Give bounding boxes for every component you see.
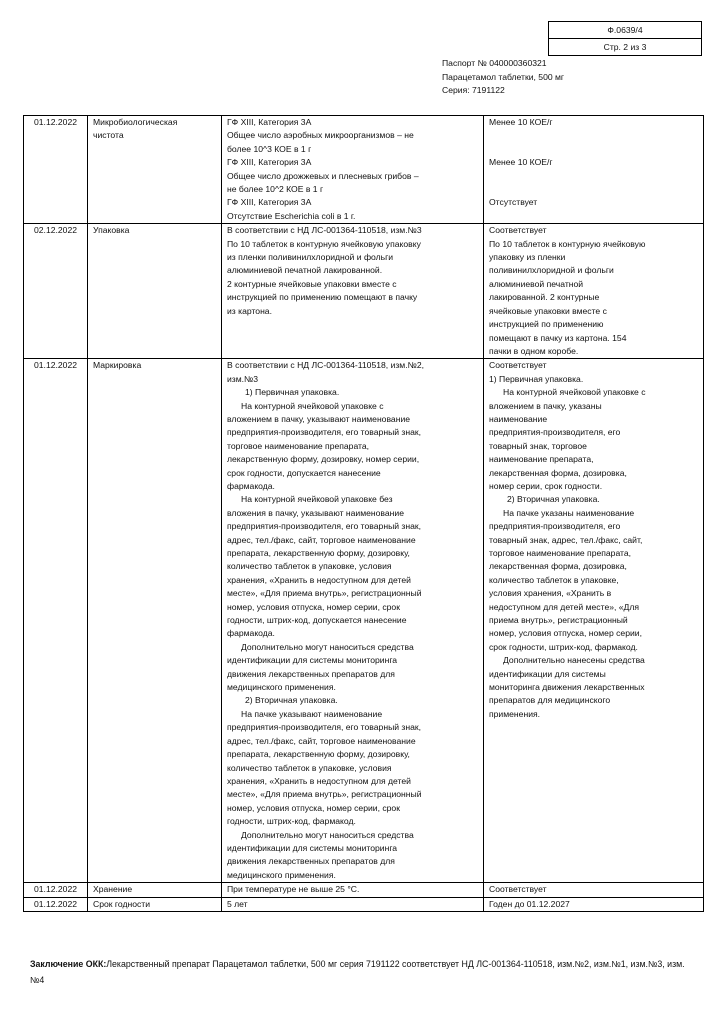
requirement-line: Общее число дрожжевых и плесневых грибов –	[227, 170, 419, 181]
requirement-line: срок годности, допускается нанесение	[227, 467, 381, 478]
test-name-line: Маркировка	[93, 360, 142, 371]
requirement-line: Отсутствие Escherichia coli в 1 г.	[227, 210, 356, 221]
requirement-line: идентификации для системы мониторинга	[227, 842, 398, 853]
table-row	[24, 897, 704, 911]
requirement-line: Дополнительно могут наноситься средства	[241, 829, 414, 840]
requirement-line: годности, штрих-код, допускается нанесение	[227, 615, 407, 626]
result-line: 1) Первичная упаковка.	[489, 373, 584, 384]
requirement-line: В соответствии с НД ЛС-001364-110518, изм.№3	[227, 225, 422, 236]
test-results-table	[23, 115, 704, 912]
conclusion-label: Заключение ОКК:	[30, 959, 107, 969]
series-number: Серия: 7191122	[442, 85, 505, 95]
requirement-line: движения лекарственных препаратов для	[227, 668, 395, 679]
requirement-line: количество таблеток в упаковке, условия	[227, 561, 392, 572]
result-line	[489, 183, 700, 196]
requirement-line: номер, условия отпуска, номер серии, срок	[227, 601, 400, 612]
result-line	[489, 210, 700, 223]
requirement-line: хранения, «Хранить в недоступном для детей	[227, 775, 411, 786]
result-line: алюминиевой печатной	[489, 278, 584, 289]
result-line: срок годности, штрих-код, фармакод.	[489, 641, 638, 652]
test-date-cell	[24, 116, 88, 224]
test-name-line: Упаковка	[93, 225, 130, 236]
requirement-line: На пачке указывают наименование	[241, 708, 383, 719]
result-line: Дополнительно нанесены средства	[503, 655, 645, 666]
result-line: Соответствует	[489, 884, 547, 895]
requirement-line: адрес, тел./факс, сайт, торговое наименование	[227, 534, 416, 545]
result-line: номер, условия отпуска, номер серии,	[489, 628, 642, 639]
requirement-cell	[222, 116, 484, 224]
test-date-line: 01.12.2022	[34, 898, 78, 909]
test-name-line: Хранение	[93, 884, 133, 895]
requirement-cell	[222, 883, 484, 897]
result-line: На контурной ячейковой упаковке с	[503, 387, 646, 398]
result-line: инструкцией по применению	[489, 319, 604, 330]
requirement-line: торговое наименование препарата,	[227, 440, 370, 451]
result-line: лекарственная форма, дозировка,	[489, 561, 627, 572]
test-date-line: 01.12.2022	[34, 360, 78, 371]
result-line: наименование	[489, 413, 548, 424]
requirement-line: На контурной ячейковой упаковке без	[241, 494, 393, 505]
product-name: Парацетамол таблетки, 500 мг	[442, 71, 565, 82]
requirement-line: номер, условия отпуска, номер серии, срок	[227, 802, 400, 813]
requirement-line: препарата, лекарственную форму, дозировку,	[227, 749, 410, 760]
result-line: товарный знак, адрес, тел./факс, сайт,	[489, 534, 643, 545]
requirement-line: вложением в пачку, указывают наименование	[227, 413, 411, 424]
test-date-cell	[24, 359, 88, 883]
requirement-line: Дополнительно могут наноситься средства	[241, 641, 414, 652]
result-line: ячейковые упаковки вместе с	[489, 305, 607, 316]
requirement-line: В соответствии с НД ЛС-001364-110518, изм.№2,	[227, 360, 424, 371]
result-line: На пачке указаны наименование	[503, 507, 635, 518]
result-line	[489, 170, 700, 183]
result-line: товарный знак, торговое	[489, 440, 587, 451]
test-date-cell	[24, 224, 88, 359]
requirement-line: ГФ XIII, Категория 3А	[227, 157, 312, 168]
result-line: недоступном для детей месте», «Для	[489, 601, 640, 612]
result-line: применения.	[489, 708, 541, 719]
requirement-line: лекарственную форму, дозировку, номер серии,	[227, 454, 420, 465]
requirement-line: алюминиевой печатной лакированной.	[227, 265, 383, 276]
result-line: пачки в одном коробе.	[489, 345, 579, 356]
result-line: предприятия-производителя, его	[489, 521, 621, 532]
requirement-line: ГФ XIII, Категория 3А	[227, 197, 312, 208]
requirement-line: идентификации для системы мониторинга	[227, 655, 398, 666]
requirement-cell	[222, 897, 484, 911]
requirement-line: предприятия-производителя, его товарный знак,	[227, 722, 422, 733]
test-name-line: Микробиологическая	[93, 117, 178, 127]
requirement-line: По 10 таблеток в контурную ячейковую упаковку	[227, 238, 421, 249]
conclusion	[30, 956, 690, 988]
result-cell	[484, 359, 704, 883]
table-row	[24, 224, 704, 359]
result-line: количество таблеток в упаковке,	[489, 574, 619, 585]
requirement-cell	[222, 224, 484, 359]
requirement-line: 5 лет	[227, 898, 248, 909]
requirement-line: ГФ XIII, Категория 3А	[227, 117, 312, 127]
requirement-line: движения лекарственных препаратов для	[227, 856, 395, 867]
result-line: упаковку из пленки	[489, 252, 566, 263]
result-cell	[484, 897, 704, 911]
result-line: Менее 10 КОЕ/г	[489, 117, 553, 127]
form-code: Ф.0639/4	[607, 25, 643, 35]
requirement-line: При температуре не выше 25 °С.	[227, 884, 360, 895]
result-cell	[484, 224, 704, 359]
requirement-line: из картона.	[227, 305, 272, 316]
test-date-cell	[24, 883, 88, 897]
test-date-cell	[24, 897, 88, 911]
result-line: условия хранения, «Хранить в	[489, 588, 612, 599]
requirement-line: количество таблеток в упаковке, условия	[227, 762, 392, 773]
result-line: Годен до 01.12.2027	[489, 898, 570, 909]
passport-header	[442, 57, 564, 98]
result-cell	[484, 883, 704, 897]
table-row	[24, 883, 704, 897]
conclusion-text: Лекарственный препарат Парацетамол таблетки, 500 мг серия 7191122 соответствует НД ЛС-001364-110518, изм.№2, изм.№1, изм.№3, изм.№4	[30, 959, 685, 985]
test-name-line: чистота	[93, 130, 124, 141]
requirement-line: 2) Вторичная упаковка.	[245, 695, 338, 706]
result-line: Соответствует	[489, 225, 547, 236]
test-name-cell	[88, 116, 222, 224]
result-line: По 10 таблеток в контурную ячейковую	[489, 238, 646, 249]
requirement-line: изм.№3	[227, 373, 259, 384]
result-line: приема внутрь», регистрационный	[489, 615, 628, 626]
result-line: Менее 10 КОЕ/г	[489, 157, 553, 168]
test-date-line: 01.12.2022	[34, 884, 78, 895]
table-row	[24, 116, 704, 224]
test-date-line: 02.12.2022	[34, 225, 78, 236]
result-line: вложением в пачку, указаны	[489, 400, 602, 411]
requirement-line: фармакода.	[227, 628, 275, 639]
test-name-cell	[88, 224, 222, 359]
requirement-line: предприятия-производителя, его товарный знак,	[227, 427, 422, 438]
requirement-line: На контурной ячейковой упаковке с	[241, 400, 384, 411]
test-date-line: 01.12.2022	[34, 117, 78, 127]
result-line: идентификации для системы	[489, 668, 606, 679]
requirement-line: фармакода.	[227, 480, 275, 491]
result-line: 2) Вторичная упаковка.	[507, 494, 600, 505]
test-name-cell	[88, 883, 222, 897]
result-line	[489, 129, 700, 142]
requirement-line: препарата, лекарственную форму, дозировку,	[227, 548, 410, 558]
requirement-line: более 10^3 КОЕ в 1 г	[227, 143, 312, 154]
requirement-line: медицинского применения.	[227, 869, 336, 880]
result-line: препаратов для медицинского	[489, 695, 611, 706]
requirement-line: предприятия-производителя, его товарный знак,	[227, 521, 422, 532]
result-line	[489, 143, 700, 156]
requirement-line: годности, штрих-код, фармакод.	[227, 816, 356, 827]
requirement-line: не более 10^2 КОЕ в 1 г	[227, 184, 324, 195]
result-line: поливинилхлоридной и фольги	[489, 265, 614, 276]
test-name-line: Срок годности	[93, 898, 151, 909]
requirement-cell	[222, 359, 484, 883]
result-line: помещают в пачку из картона. 154	[489, 332, 627, 343]
requirement-line: месте», «Для приема внутрь», регистрационный	[227, 789, 422, 800]
result-line: мониторинга движения лекарственных	[489, 682, 645, 693]
result-line: Соответствует	[489, 360, 547, 371]
result-line: номер серии, срок годности.	[489, 480, 603, 491]
result-line: Отсутствует	[489, 197, 538, 208]
requirement-line: хранения, «Хранить в недоступном для детей	[227, 574, 411, 585]
result-line: торговое наименование препарата,	[489, 548, 632, 558]
requirement-line: медицинского применения.	[227, 682, 336, 693]
passport-number: Паспорт № 040000360321	[442, 58, 547, 68]
page-number: Стр. 2 из 3	[549, 38, 701, 55]
form-code-box	[548, 21, 702, 56]
requirement-line: 2 контурные ячейковые упаковки вместе с	[227, 278, 397, 289]
requirement-line: инструкцией по применению помещают в пачку	[227, 292, 418, 303]
result-cell	[484, 116, 704, 224]
result-line: лакированной. 2 контурные	[489, 292, 600, 303]
requirement-line: месте», «Для приема внутрь», регистрационный	[227, 588, 422, 599]
test-name-cell	[88, 359, 222, 883]
requirement-line: из пленки поливинилхлоридной и фольги	[227, 252, 394, 263]
requirement-line: 1) Первичная упаковка.	[245, 387, 340, 398]
table-row	[24, 359, 704, 883]
requirement-line: адрес, тел./факс, сайт, торговое наименование	[227, 735, 416, 746]
requirement-line: Общее число аэробных микроорганизмов – не	[227, 130, 414, 141]
result-line: лекарственная форма, дозировка,	[489, 467, 627, 478]
result-line: наименование препарата,	[489, 454, 594, 465]
result-line: предприятия-производителя, его	[489, 427, 621, 438]
requirement-line: вложения в пачку, указывают наименование	[227, 507, 405, 518]
test-name-cell	[88, 897, 222, 911]
